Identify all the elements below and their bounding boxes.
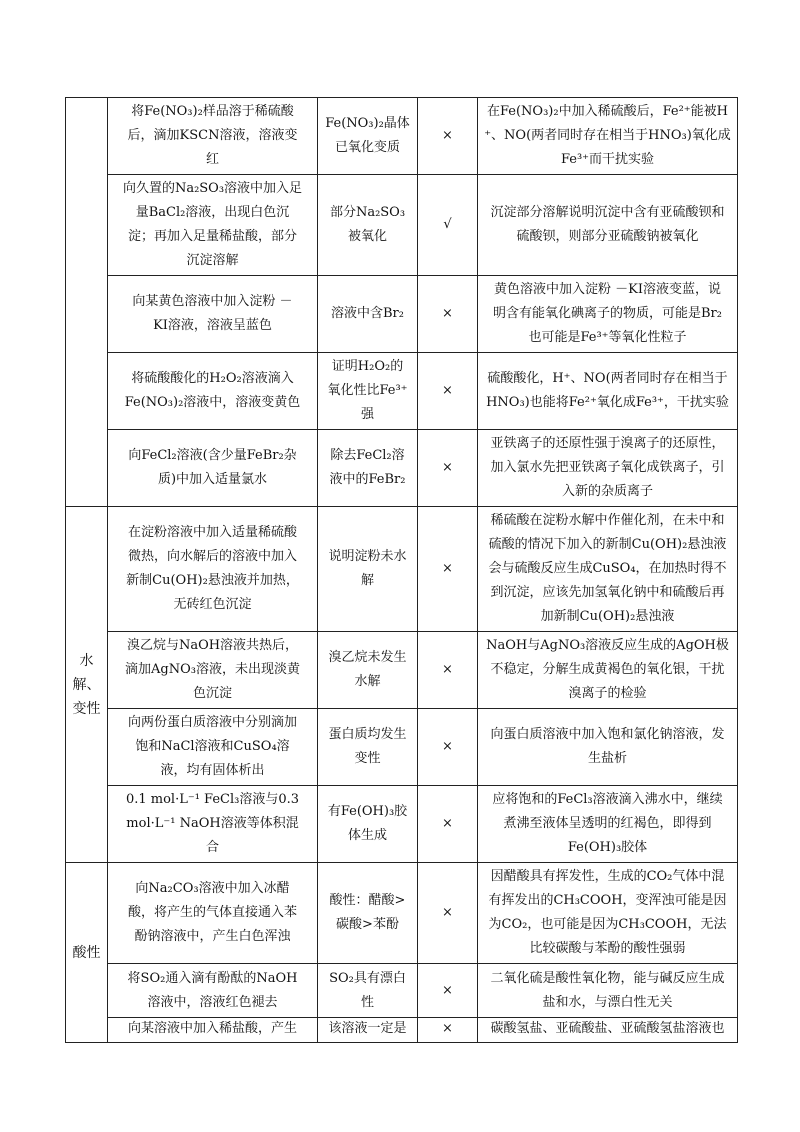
explanation-cell: 碳酸氢盐、亚硫酸盐、亚硫酸氢盐溶液也	[478, 1018, 738, 1043]
operation-cell: 向FeCl₂溶液(含少量FeBr₂杂 质)中加入适量氯水	[108, 430, 318, 507]
table-row	[66, 276, 738, 353]
explanation-cell: 向蛋白质溶液中加入饱和氯化钠溶液，发 生盐析	[478, 709, 738, 786]
explanation-cell: 亚铁离子的还原性强于溴离子的还原性， 加入氯水先把亚铁离子氧化成铁离子，引 入新的杂质离子	[478, 430, 738, 507]
judgment-cell: √	[418, 175, 478, 276]
table-row	[66, 98, 738, 175]
operation-cell: 将硫酸酸化的H₂O₂溶液滴入 Fe(NO₃)₂溶液中，溶液变黄色	[108, 353, 318, 430]
judgment-cell: ×	[418, 430, 478, 507]
operation-cell: 将SO₂通入滴有酚酞的NaOH 溶液中，溶液红色褪去	[108, 964, 318, 1018]
judgment-cell: ×	[418, 964, 478, 1018]
conclusion-cell: Fe(NO₃)₂晶体 已氧化变质	[318, 98, 418, 175]
operation-cell: 向Na₂CO₃溶液中加入冰醋 酸，将产生的气体直接通入苯 酚钠溶液中，产生白色浑浊	[108, 863, 318, 964]
explanation-cell: 因醋酸具有挥发性，生成的CO₂气体中混 有挥发出的CH₃COOH，变浑浊可能是因 为CO₂，也可能是因为CH₃COOH，无法 比较碳酸与苯酚的酸性强弱	[478, 863, 738, 964]
experiment-table	[65, 97, 738, 1043]
operation-cell: 向某黄色溶液中加入淀粉 － KI溶液，溶液呈蓝色	[108, 276, 318, 353]
conclusion-cell: SO₂具有漂白 性	[318, 964, 418, 1018]
explanation-cell: NaOH与AgNO₃溶液反应生成的AgOH极 不稳定，分解生成黄褐色的氧化银，干扰 溴离子的检验	[478, 632, 738, 709]
table-row	[66, 863, 738, 964]
explanation-cell: 硫酸酸化，H⁺、NO(两者同时存在相当于 HNO₃)也能将Fe²⁺氧化成Fe³⁺，干扰实验	[478, 353, 738, 430]
operation-cell: 向两份蛋白质溶液中分别滴加 饱和NaCl溶液和CuSO₄溶 液，均有固体析出	[108, 709, 318, 786]
category-cell: 水 解、 变性	[66, 507, 108, 863]
operation-cell: 将Fe(NO₃)₂样品溶于稀硫酸 后，滴加KSCN溶液，溶液变 红	[108, 98, 318, 175]
table-row	[66, 507, 738, 632]
conclusion-cell: 溴乙烷未发生 水解	[318, 632, 418, 709]
judgment-cell: ×	[418, 786, 478, 863]
explanation-cell: 黄色溶液中加入淀粉 －KI溶液变蓝，说 明含有能氧化碘离子的物质，可能是Br₂ 也可能是Fe³⁺等氧化性粒子	[478, 276, 738, 353]
category-cell: 酸性	[66, 863, 108, 1043]
explanation-cell: 应将饱和的FeCl₃溶液滴入沸水中，继续 煮沸至液体呈透明的红褐色，即得到 Fe(OH)₃胶体	[478, 786, 738, 863]
explanation-cell: 稀硫酸在淀粉水解中作催化剂，在未中和 硫酸的情况下加入的新制Cu(OH)₂悬浊液 会与硫酸反应生成CuSO₄，在加热时得不 到沉淀，应该先加氢氧化钠中和硫酸后再 加新制Cu(OH)₂悬浊液	[478, 507, 738, 632]
judgment-cell: ×	[418, 632, 478, 709]
explanation-cell: 沉淀部分溶解说明沉淀中含有亚硫酸钡和 硫酸钡，则部分亚硫酸钠被氧化	[478, 175, 738, 276]
table-row	[66, 632, 738, 709]
conclusion-cell: 部分Na₂SO₃ 被氧化	[318, 175, 418, 276]
table-row	[66, 709, 738, 786]
table-row	[66, 353, 738, 430]
operation-cell: 在淀粉溶液中加入适量稀硫酸 微热，向水解后的溶液中加入 新制Cu(OH)₂悬浊液并加热， 无砖红色沉淀	[108, 507, 318, 632]
judgment-cell: ×	[418, 507, 478, 632]
judgment-cell: ×	[418, 98, 478, 175]
conclusion-cell: 溶液中含Br₂	[318, 276, 418, 353]
conclusion-cell: 除去FeCl₂溶 液中的FeBr₂	[318, 430, 418, 507]
table-row	[66, 1018, 738, 1043]
operation-cell: 0.1 mol·L⁻¹ FeCl₃溶液与0.3 mol·L⁻¹ NaOH溶液等体积混 合	[108, 786, 318, 863]
table-row	[66, 430, 738, 507]
operation-cell: 溴乙烷与NaOH溶液共热后， 滴加AgNO₃溶液，未出现淡黄 色沉淀	[108, 632, 318, 709]
explanation-cell: 在Fe(NO₃)₂中加入稀硫酸后，Fe²⁺能被H ⁺、NO(两者同时存在相当于HNO₃)氧化成 Fe³⁺而干扰实验	[478, 98, 738, 175]
conclusion-cell: 有Fe(OH)₃胶 体生成	[318, 786, 418, 863]
explanation-cell: 二氧化硫是酸性氧化物，能与碱反应生成 盐和水，与漂白性无关	[478, 964, 738, 1018]
judgment-cell: ×	[418, 1018, 478, 1043]
table-row	[66, 964, 738, 1018]
judgment-cell: ×	[418, 709, 478, 786]
category-cell	[66, 98, 108, 507]
table-row	[66, 175, 738, 276]
judgment-cell: ×	[418, 353, 478, 430]
operation-cell: 向久置的Na₂SO₃溶液中加入足 量BaCl₂溶液，出现白色沉 淀；再加入足量稀盐酸，部分 沉淀溶解	[108, 175, 318, 276]
judgment-cell: ×	[418, 276, 478, 353]
conclusion-cell: 该溶液一定是	[318, 1018, 418, 1043]
conclusion-cell: 酸性：醋酸> 碳酸>苯酚	[318, 863, 418, 964]
table-row	[66, 786, 738, 863]
judgment-cell: ×	[418, 863, 478, 964]
conclusion-cell: 说明淀粉未水 解	[318, 507, 418, 632]
operation-cell: 向某溶液中加入稀盐酸，产生	[108, 1018, 318, 1043]
conclusion-cell: 蛋白质均发生 变性	[318, 709, 418, 786]
conclusion-cell: 证明H₂O₂的 氧化性比Fe³⁺ 强	[318, 353, 418, 430]
